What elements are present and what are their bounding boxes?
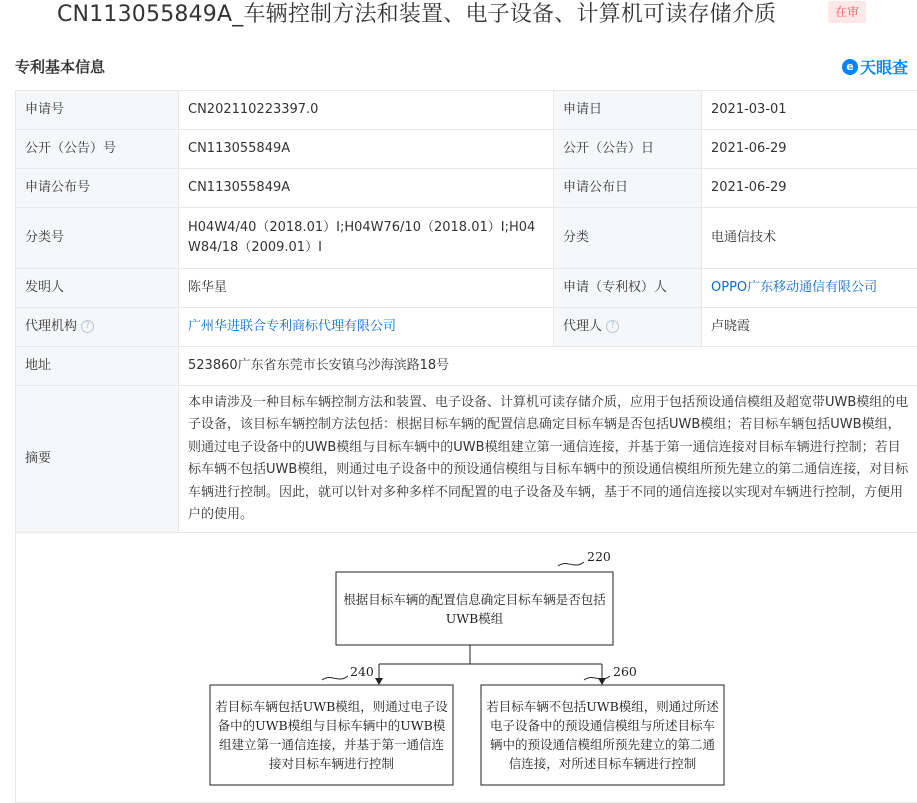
label-260: 260 [613, 664, 637, 679]
applicant-cell [702, 269, 917, 308]
agency-link[interactable]: 广州华进联合专利商标代理有限公司 [188, 319, 397, 334]
logo-icon: e [842, 59, 858, 75]
agency-label-cell [16, 308, 179, 347]
tianyancha-logo[interactable] [842, 55, 908, 78]
application-number: CN202110223397.0 [179, 91, 554, 130]
field-label: 申请（专利权）人 [554, 269, 702, 308]
field-label: 公开（公告）号 [16, 130, 179, 169]
field-label: 申请公布日 [554, 169, 702, 208]
table-row [16, 386, 917, 533]
logo-text: 天眼查 [860, 58, 909, 77]
table-row [16, 91, 917, 130]
field-label: 代理机构 [25, 319, 78, 334]
agent-value: 卢晓霞 [702, 308, 917, 347]
field-label: 申请号 [16, 91, 179, 130]
field-label: 分类 [554, 208, 702, 269]
table-row [16, 308, 917, 347]
category-value: 电通信技术 [702, 208, 917, 269]
step-240-text: 若目标车辆包括UWB模组，则通过电子设备中的UWB模组与目标车辆中的UWB模组建立第一通信连接，并基于第一通信连接对目标车辆进行控制 [215, 699, 448, 771]
field-label: 公开（公告）日 [554, 130, 702, 169]
application-publication-number: CN113055849A [179, 169, 554, 208]
field-label: 摘要 [16, 386, 179, 533]
patent-title: CN113055849A_车辆控制方法和装置、电子设备、计算机可读存储介质 [57, 2, 777, 27]
section-title: 专利基本信息 [15, 58, 106, 76]
field-label: 申请日 [554, 91, 702, 130]
step-220-text: 根据目标车辆的配置信息确定目标车辆是否包括UWB模组 [343, 591, 606, 626]
classification-number: H04W4/40（2018.01）I;H04W76/10（2018.01）I;H04W84/18（2009.01）I [179, 208, 554, 269]
title-row [0, 0, 917, 34]
leader-220 [558, 562, 584, 566]
patent-drawing [15, 534, 917, 803]
abstract-text: 本申请涉及一种目标车辆控制方法和装置、电子设备、计算机可读存储介质，应用于包括预设通信模组及超宽带UWB模组的电子设备，该目标车辆控制方法包括：根据目标车辆的配置信息确定目标车辆是否包括UWB模组；若目标车辆包括UWB模组，则通过电子设备中的UWB模组与目标车辆中的UWB模组建立第一通信连接，并基于第一通信连接对目标车辆进行控制；若目标车辆不包括UWB模组，则通过电子设备中的预设通信模组与目标车辆中的预设通信模组所预先建立的第二通信连接，对目标车辆进行控制。因此，就可以针对多种多样不同配置的电子设备及车辆，基于不同的通信连接以实现对车辆进行控制，方便用户的使用。 [179, 386, 917, 533]
patent-info-table [15, 90, 917, 533]
help-icon[interactable]: ? [606, 320, 619, 333]
publication-number: CN113055849A [179, 130, 554, 169]
field-label: 申请公布号 [16, 169, 179, 208]
arrow-left [375, 678, 383, 685]
leader-240 [322, 676, 348, 680]
help-icon[interactable]: ? [81, 320, 94, 333]
table-row [16, 347, 917, 386]
application-date: 2021-03-01 [702, 91, 917, 130]
address-value: 523860广东省东莞市长安镇乌沙海滨路18号 [179, 347, 917, 386]
field-label: 地址 [16, 347, 179, 386]
label-240: 240 [350, 664, 374, 679]
leader-260 [584, 676, 610, 680]
label-220: 220 [587, 549, 611, 564]
table-row [16, 169, 917, 208]
publication-date: 2021-06-29 [702, 130, 917, 169]
inventor-value: 陈华星 [179, 269, 554, 308]
status-badge: 在审 [828, 1, 866, 23]
field-label: 代理人 [563, 319, 603, 334]
step-260-text: 若目标车辆不包括UWB模组，则通过所述电子设备中的预设通信模组与所述目标车辆中的预设通信模组所预先建立的第二通信连接，对所述目标车辆进行控制 [486, 699, 719, 771]
field-label: 分类号 [16, 208, 179, 269]
field-label: 发明人 [16, 269, 179, 308]
table-row [16, 208, 917, 269]
agent-label-cell [554, 308, 702, 347]
table-row [16, 130, 917, 169]
applicant-link[interactable]: OPPO广东移动通信有限公司 [711, 280, 878, 295]
table-row [16, 269, 917, 308]
application-publication-date: 2021-06-29 [702, 169, 917, 208]
agency-cell [179, 308, 554, 347]
